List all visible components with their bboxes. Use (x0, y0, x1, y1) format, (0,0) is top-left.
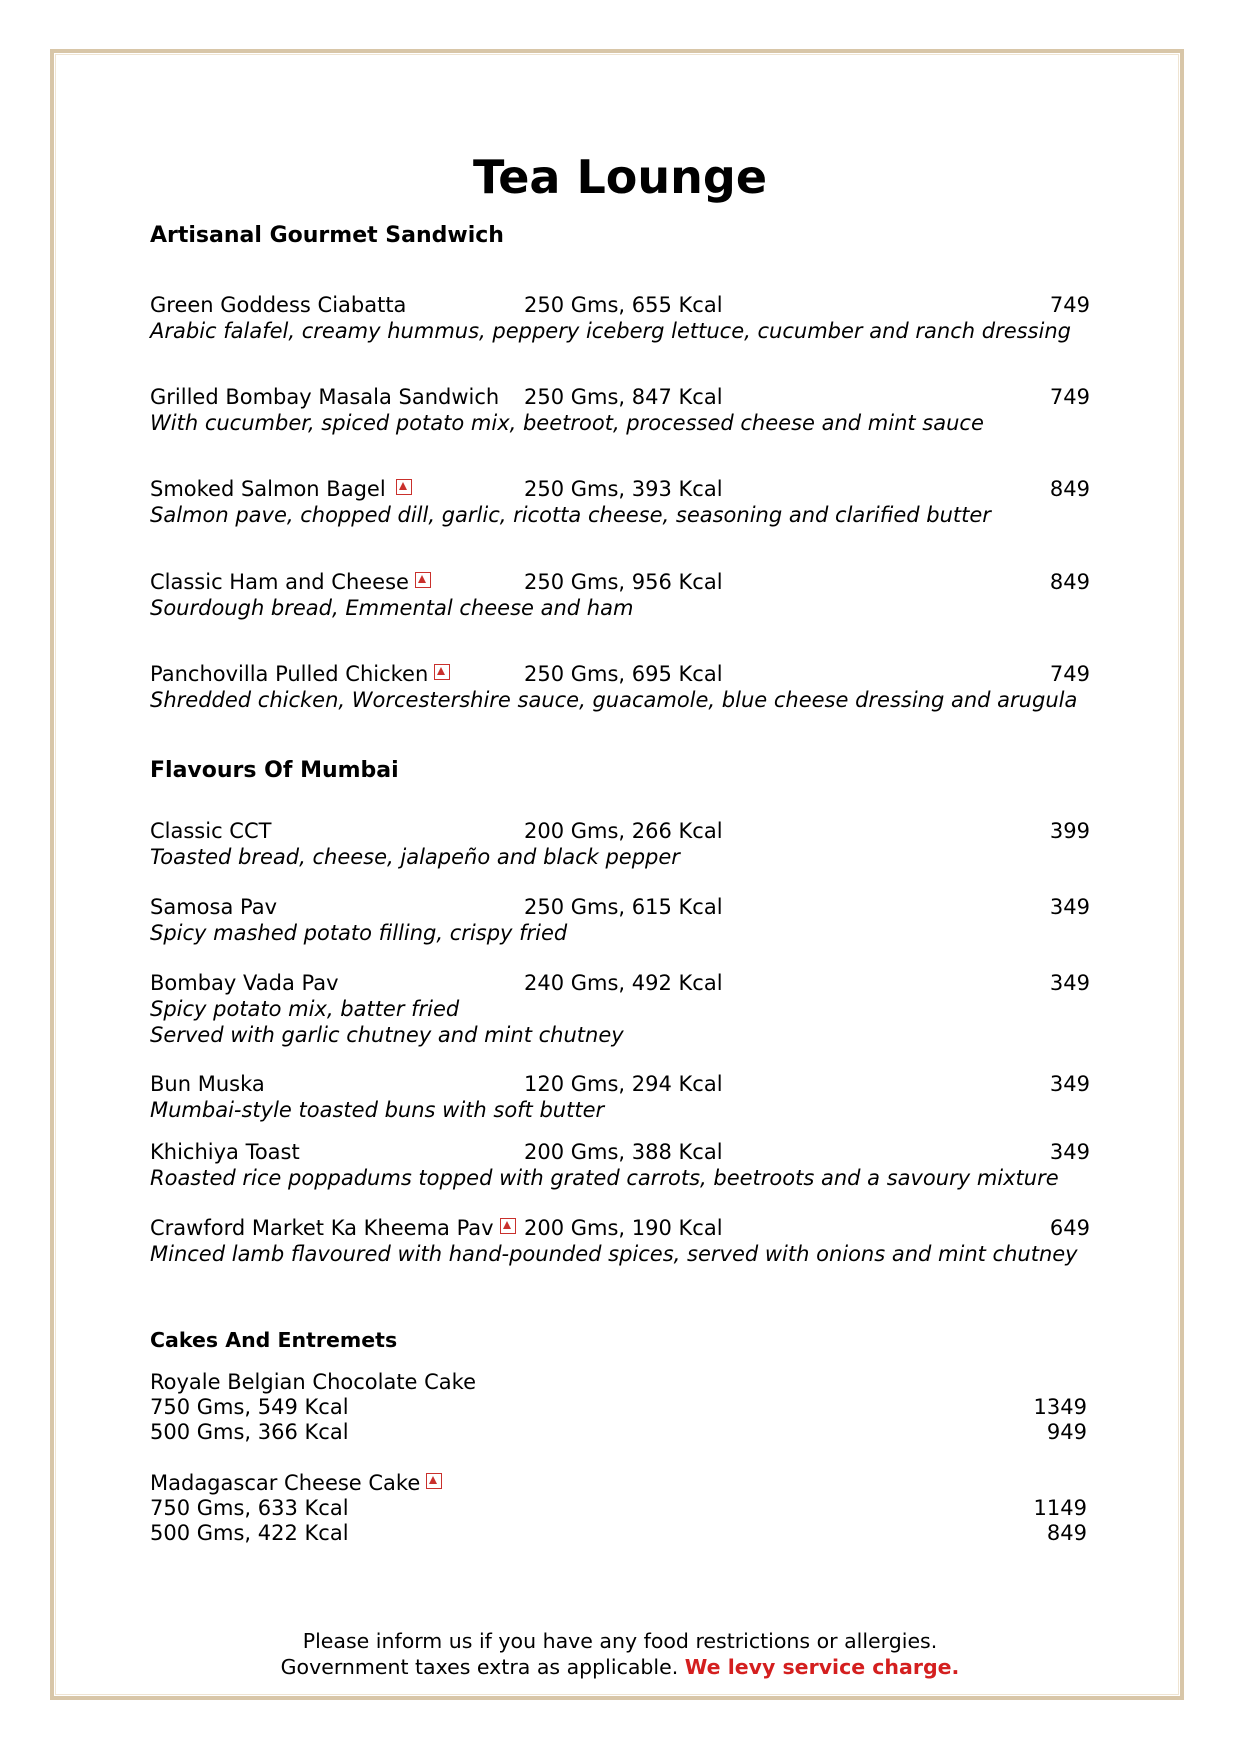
item-spec: 200 Gms, 190 Kcal (524, 1216, 723, 1240)
menu-item (150, 1215, 1090, 1267)
item-price: 349 (1049, 971, 1090, 995)
item-spec: 250 Gms, 655 Kcal (524, 293, 723, 317)
menu-item (150, 476, 1090, 528)
item-price: 399 (1049, 819, 1090, 843)
item-spec: 250 Gms, 956 Kcal (524, 570, 723, 594)
section-heading-sandwich: Artisanal Gourmet Sandwich (150, 223, 504, 248)
item-spec: 250 Gms, 695 Kcal (524, 662, 723, 686)
item-name-wrap (150, 476, 412, 502)
cake-name: Madagascar Cheese Cake (150, 1471, 421, 1495)
item-description: Roasted rice poppadums topped with grated carrots, beetroots and a savoury mixture (150, 1166, 1059, 1190)
item-description: With cucumber, spiced potato mix, beetroot, processed cheese and mint sauce (150, 411, 984, 435)
item-price: 749 (1049, 662, 1090, 686)
item-price: 849 (1049, 477, 1090, 501)
item-spec: 250 Gms, 393 Kcal (524, 477, 723, 501)
item-description: Minced lamb flavoured with hand-pounded spices, served with onions and mint chutney (150, 1242, 1078, 1266)
item-name: Samosa Pav (150, 895, 278, 919)
cake-name: Royale Belgian Chocolate Cake (150, 1370, 477, 1394)
item-price: 849 (1049, 570, 1090, 594)
menu-item (150, 661, 1090, 713)
non-veg-mark-icon (415, 572, 431, 588)
item-description: Spicy mashed potato filling, crispy fried (150, 921, 568, 945)
service-charge-notice: We levy service charge. (684, 1655, 960, 1679)
tax-text: Government taxes extra as applicable. (280, 1655, 685, 1679)
item-price: 349 (1049, 895, 1090, 919)
item-price: 649 (1049, 1216, 1090, 1240)
cake-item (150, 1471, 1087, 1546)
cake-size-spec: 500 Gms, 366 Kcal (150, 1420, 349, 1444)
cake-item (150, 1370, 1087, 1445)
item-description: Salmon pave, chopped dill, garlic, ricotta cheese, seasoning and clarified butter (150, 503, 991, 527)
item-price: 349 (1049, 1072, 1090, 1096)
item-name: Crawford Market Ka Kheema Pav (150, 1216, 494, 1240)
item-spec: 250 Gms, 615 Kcal (524, 895, 723, 919)
item-name: Panchovilla Pulled Chicken (150, 662, 429, 686)
item-spec: 250 Gms, 847 Kcal (524, 385, 723, 409)
item-spec: 240 Gms, 492 Kcal (524, 971, 723, 995)
cake-size-price: 1149 (1033, 1496, 1087, 1520)
item-description: Arabic falafel, creamy hummus, peppery iceberg lettuce, cucumber and ranch dressing (150, 319, 1071, 343)
menu-item (150, 894, 1090, 946)
item-name: Green Goddess Ciabatta (150, 293, 407, 317)
cake-size-spec: 750 Gms, 549 Kcal (150, 1395, 349, 1419)
page-title: Tea Lounge (472, 150, 768, 204)
menu-item (150, 818, 1090, 870)
item-description: Spicy potato mix, batter fried (150, 997, 460, 1021)
item-description: Shredded chicken, Worcestershire sauce, guacamole, blue cheese dressing and arugula (150, 688, 1078, 712)
menu-item (150, 569, 1090, 621)
item-name: Grilled Bombay Masala Sandwich (150, 385, 500, 409)
section-heading-mumbai: Flavours Of Mumbai (150, 758, 399, 783)
non-veg-mark-icon (396, 479, 412, 495)
item-description: Toasted bread, cheese, jalapeño and black pepper (150, 845, 680, 869)
menu-item (150, 384, 1090, 436)
item-name: Classic CCT (150, 819, 272, 843)
item-name-wrap (150, 1215, 516, 1241)
cake-size-spec: 500 Gms, 422 Kcal (150, 1521, 349, 1545)
item-spec: 120 Gms, 294 Kcal (524, 1072, 723, 1096)
section-heading-cakes: Cakes And Entremets (150, 1328, 398, 1352)
menu-item (150, 1139, 1090, 1191)
item-spec: 200 Gms, 266 Kcal (524, 819, 723, 843)
item-name-wrap (150, 661, 450, 687)
menu-item (150, 1071, 1090, 1123)
non-veg-mark-icon (500, 1218, 516, 1234)
cake-size-price: 1349 (1033, 1395, 1087, 1419)
non-veg-mark-icon (434, 664, 450, 680)
item-name: Bombay Vada Pav (150, 971, 339, 995)
item-name: Smoked Salmon Bagel (150, 477, 386, 501)
item-price: 749 (1049, 385, 1090, 409)
allergy-notice: Please inform us if you have any food restrictions or allergies. (302, 1629, 938, 1653)
cake-size-price: 949 (1046, 1420, 1087, 1444)
footer-note (0, 1628, 1240, 1680)
tax-notice (0, 1654, 1240, 1680)
item-name: Classic Ham and Cheese (150, 570, 409, 594)
item-spec: 200 Gms, 388 Kcal (524, 1140, 723, 1164)
item-price: 349 (1049, 1140, 1090, 1164)
item-description: Sourdough bread, Emmental cheese and ham (150, 596, 634, 620)
item-price: 749 (1049, 293, 1090, 317)
cake-size-price: 849 (1046, 1521, 1087, 1545)
item-description: Mumbai-style toasted buns with soft butter (150, 1098, 605, 1122)
non-veg-mark-icon (426, 1473, 442, 1489)
item-name-wrap (150, 569, 431, 595)
item-name: Khichiya Toast (150, 1140, 300, 1164)
menu-item (150, 292, 1090, 344)
item-name: Bun Muska (150, 1072, 265, 1096)
cake-size-spec: 750 Gms, 633 Kcal (150, 1496, 349, 1520)
menu-item (150, 970, 1090, 1048)
cake-name-wrap (150, 1471, 442, 1496)
item-description: Served with garlic chutney and mint chutney (150, 1023, 624, 1047)
